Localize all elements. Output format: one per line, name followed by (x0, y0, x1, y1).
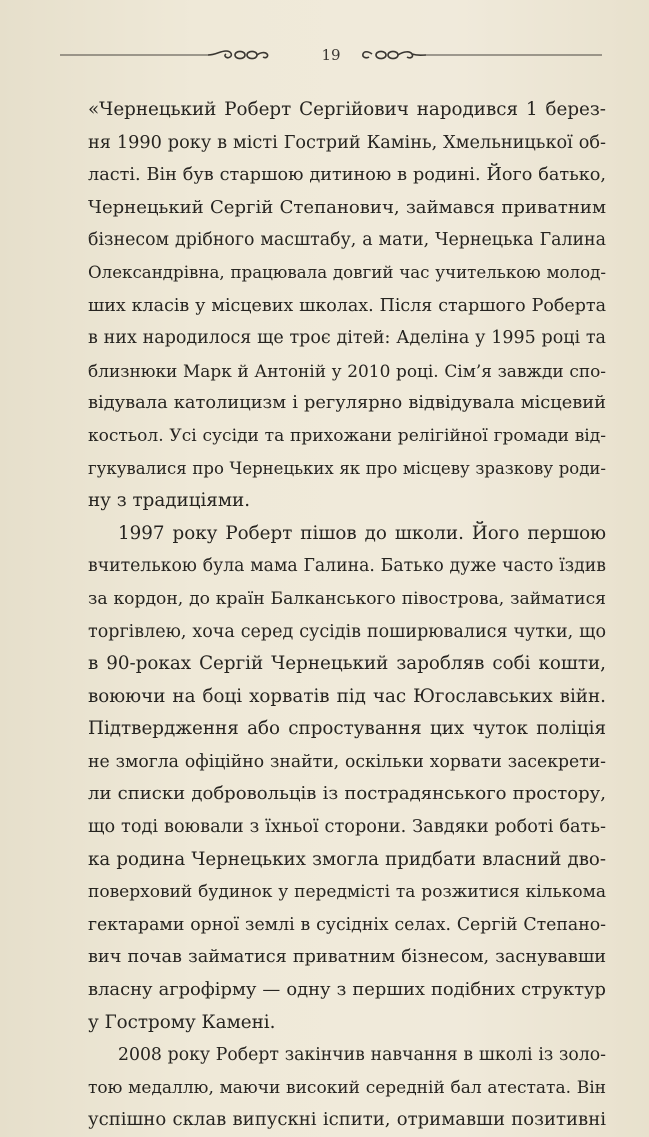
paragraph-3 (88, 1039, 606, 1137)
text-line: не змогла офіційно знайти, оскільки хорвати засекрети- (88, 751, 606, 772)
text-line: гукувалися про Чернецьких як про місцеву зразкову роди- (88, 458, 606, 478)
text-line: вич почав займатися приватним бізнесом, заснувавши (88, 947, 606, 968)
text-line: вчителькою була мама Галина. Батько дуже часто їздив (88, 556, 606, 577)
text-line: що тоді воювали з їхньої сторони. Завдяки роботі бать- (88, 817, 606, 838)
text-line: ласті. Він був старшою дитиною в родині. Його батько, (88, 165, 606, 186)
text-line: за кордон, до країн Балканського півострова, займатися (88, 588, 606, 609)
text-line: в 90-роках Сергій Чернецький заробляв собі кошти, (88, 653, 606, 675)
text-line: ну з традиціями. (88, 490, 251, 512)
page-header (60, 40, 602, 70)
text-line: Олександрівна, працювала довгий час учителькою молод- (88, 262, 606, 282)
text-line: Підтвердження або спростування цих чуток поліція (88, 718, 606, 740)
text-line: ня 1990 року в місті Гострий Камінь, Хмельницької об- (88, 132, 606, 153)
text-line: успішно склав випускні іспити, отримавши позитивні (88, 1109, 606, 1131)
text-line: Чернецький Сергій Степанович, займався приватним (88, 196, 606, 218)
page-number: 19 (321, 46, 341, 64)
text-line: гектарами орної землі в сусідніх селах. Сергій Степано- (88, 914, 606, 935)
paragraph-1 (88, 94, 606, 518)
text-line: відувала католицизм і регулярно відвідувала місцевий (88, 392, 606, 414)
text-line: воюючи на боці хорватів під час Югославських війн. (88, 685, 606, 707)
body-text (88, 94, 606, 1137)
text-line: у Гострому Камені. (88, 1011, 276, 1033)
text-line: торгівлею, хоча серед сусідів поширювалися чутки, що (88, 621, 606, 642)
paragraph-2 (88, 518, 606, 1040)
text-line: бізнесом дрібного масштабу, а мати, Чернецька Галина (88, 230, 606, 251)
text-line: ка родина Чернецьких змогла придбати власний дво- (88, 848, 606, 870)
text-line: тою медаллю, маючи високий середній бал атестата. Він (88, 1077, 606, 1098)
text-line: ли списки добровольців із пострадянського простору, (88, 783, 606, 805)
text-line: близнюки Марк й Антоній у 2010 році. Сім’я завжди спо- (88, 360, 606, 381)
text-line: власну агрофірму — одну з перших подібних структур (88, 979, 606, 1001)
text-line: костьол. Усі сусіди та прихожани релігійної громади від- (88, 425, 606, 446)
text-line: ших класів у місцевих школах. Після старшого Роберта (88, 295, 606, 316)
text-line: 2008 року Роберт закінчив навчання в школі із золо- (118, 1045, 606, 1066)
text-line: «Чернецький Роберт Сергійович народився 1 берез- (88, 99, 606, 120)
text-line: в них народилося ще троє дітей: Аделіна у 1995 році та (88, 328, 606, 349)
text-line: поверховий будинок у передмісті та розжитися кількома (88, 882, 606, 903)
text-line: 1997 року Роберт пішов до школи. Його першою (118, 522, 606, 544)
